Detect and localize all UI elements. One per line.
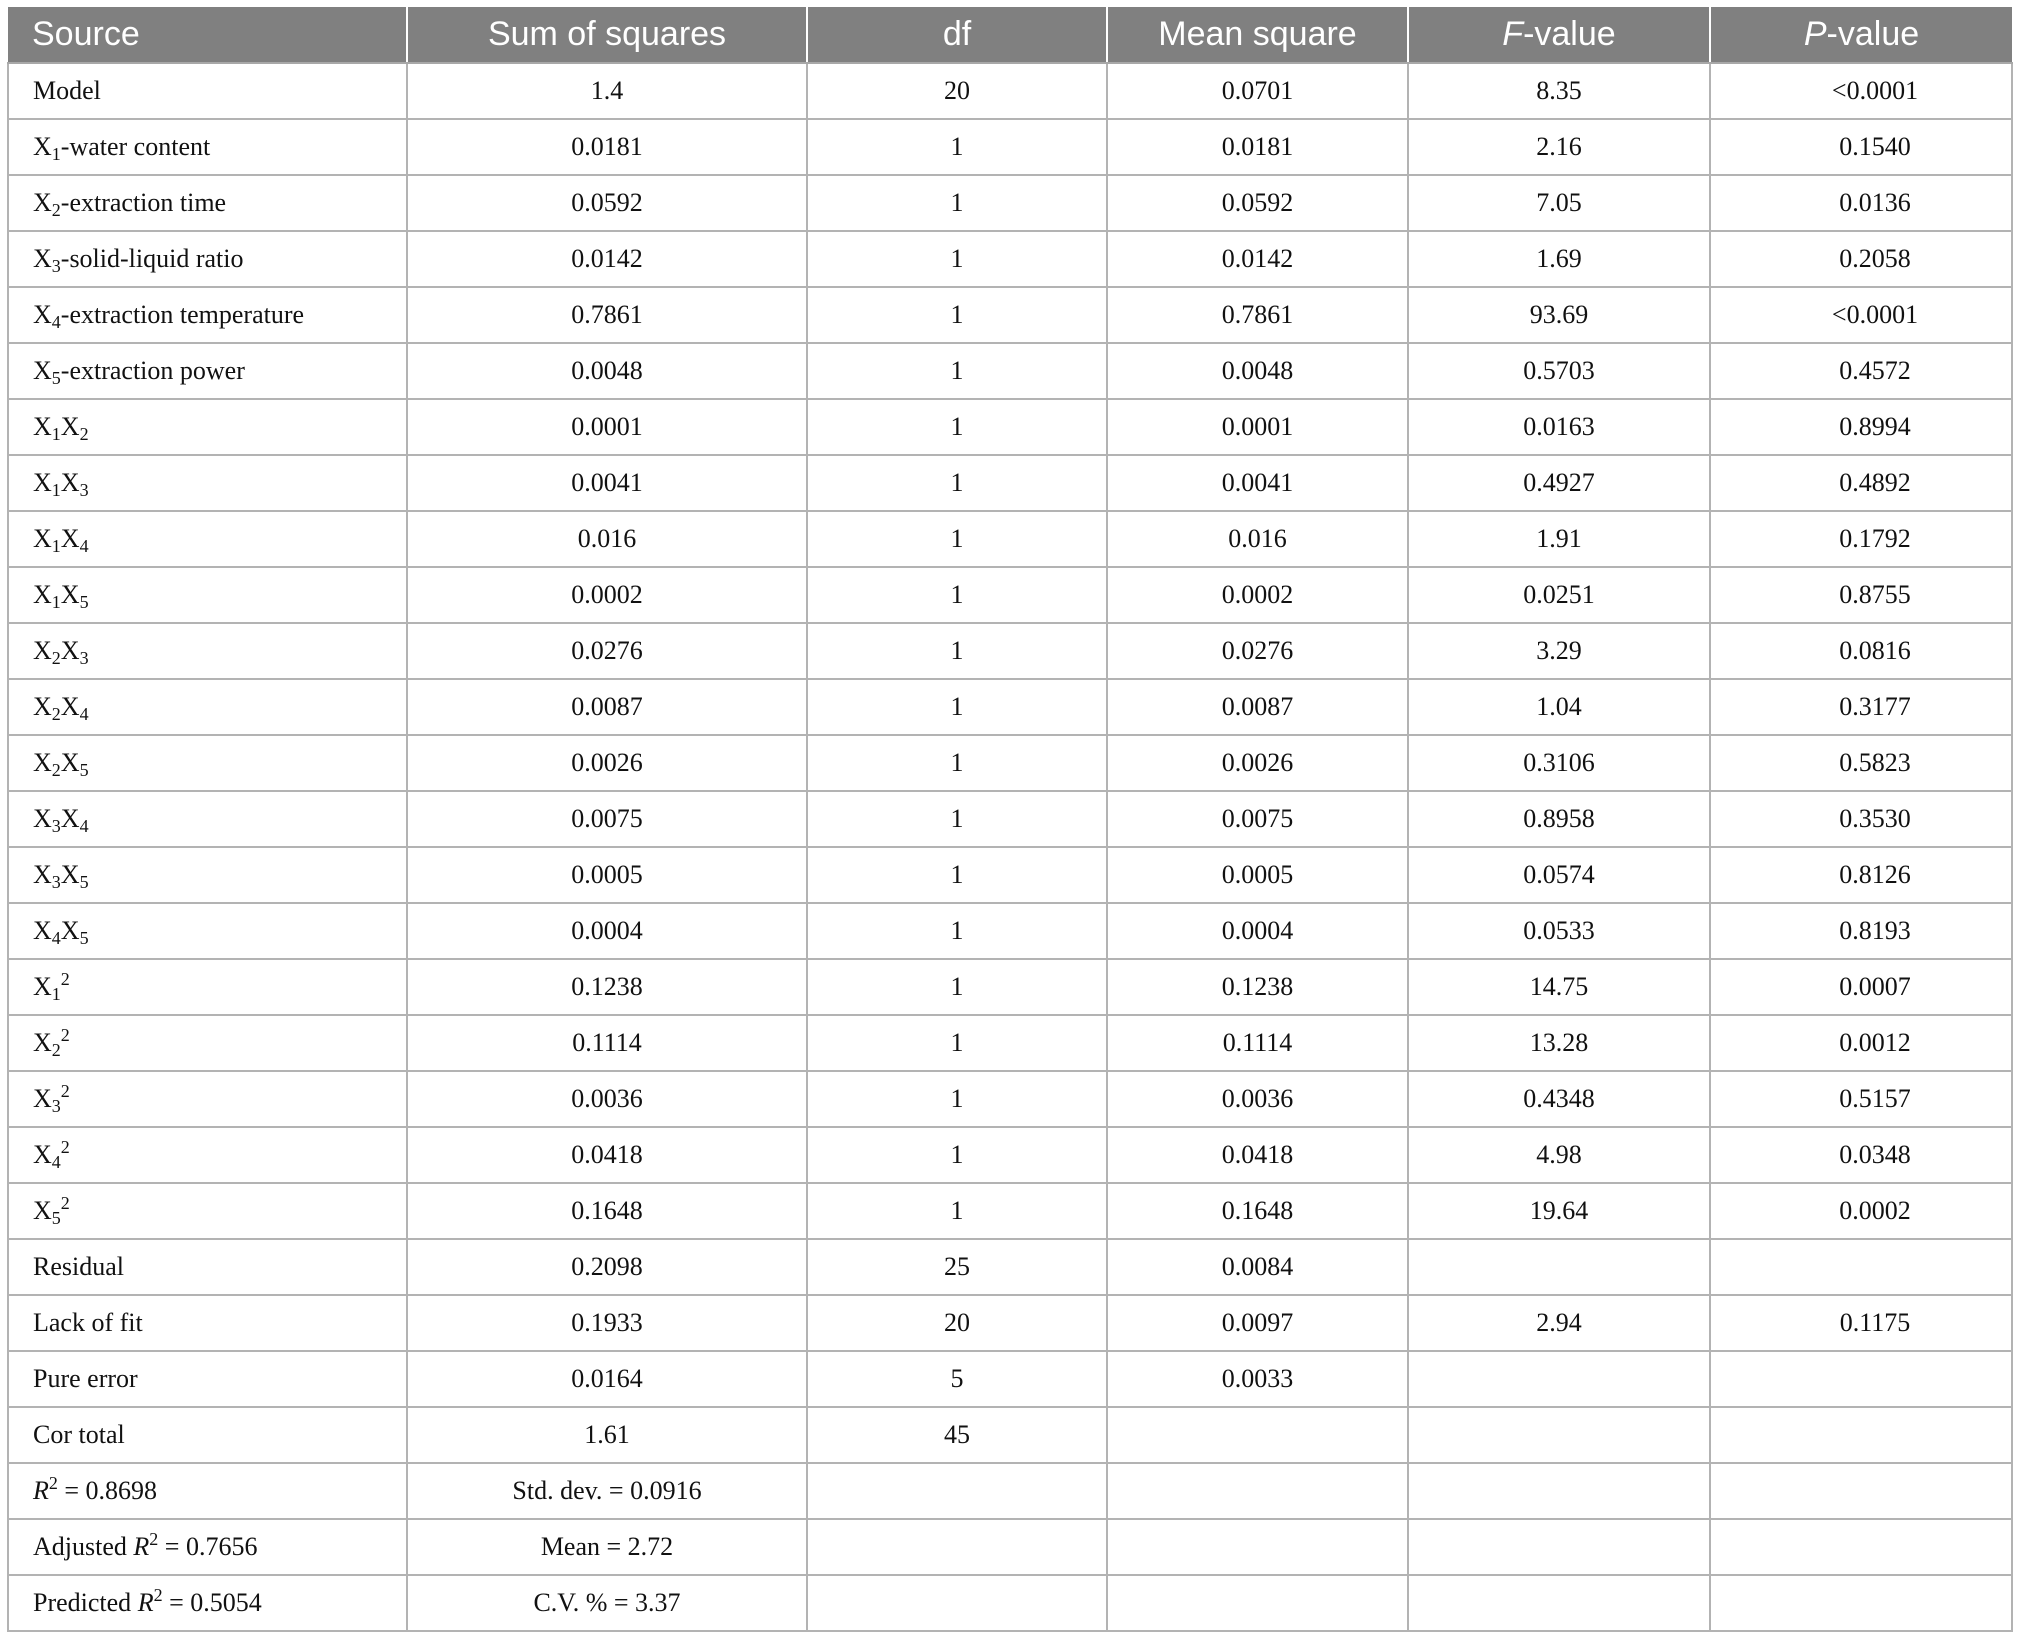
df-cell: 1 [807, 399, 1107, 455]
empty-cell [1710, 1519, 2012, 1575]
source-cell [8, 679, 407, 735]
source-cell [8, 735, 407, 791]
header-f-letter: F [1502, 15, 1524, 53]
sum-of-squares-cell: 1.4 [407, 63, 807, 119]
term-subscript: 5 [79, 872, 89, 892]
source-cell [8, 847, 407, 903]
term-letter: X [33, 692, 52, 721]
sum-of-squares-cell: 0.0002 [407, 567, 807, 623]
r-squared-cell [8, 1519, 407, 1575]
term-letter: X [60, 636, 80, 665]
df-cell: 1 [807, 287, 1107, 343]
header-sum-of-squares: Sum of squares [407, 7, 807, 63]
mean-square-cell: 0.1114 [1107, 1015, 1408, 1071]
p-value-cell: 0.0136 [1710, 175, 2012, 231]
term-letter: X [33, 804, 52, 833]
df-cell: 1 [807, 455, 1107, 511]
mean-square-cell: 0.7861 [1107, 287, 1408, 343]
term-subscript: 5 [51, 1208, 61, 1228]
p-value-cell: 0.3177 [1710, 679, 2012, 735]
mean-square-cell: 0.0276 [1107, 623, 1408, 679]
sum-of-squares-cell: 0.0087 [407, 679, 807, 735]
table-row [8, 1575, 2012, 1631]
table-row [8, 343, 2012, 399]
mean-square-cell: 0.016 [1107, 511, 1408, 567]
mean-square-cell: 0.0041 [1107, 455, 1408, 511]
df-cell: 1 [807, 175, 1107, 231]
r-symbol: R [137, 1588, 154, 1617]
header-p-value [1710, 7, 2012, 63]
fit-statistic-cell: C.V. % = 3.37 [407, 1575, 807, 1631]
term-letter: X [33, 188, 52, 217]
p-value-cell [1710, 1407, 2012, 1463]
mean-square-cell: 0.1648 [1107, 1183, 1408, 1239]
term-letter: X [60, 468, 80, 497]
table-header [8, 7, 2012, 63]
term-subscript: 2 [51, 200, 61, 220]
empty-cell [1107, 1575, 1408, 1631]
term-subscript: 1 [51, 592, 61, 612]
table-row [8, 735, 2012, 791]
empty-cell [807, 1463, 1107, 1519]
term-subscript: 4 [51, 312, 61, 332]
df-cell: 1 [807, 511, 1107, 567]
r-squared-value: = 0.8698 [57, 1476, 158, 1505]
table-row [8, 175, 2012, 231]
term-letter: X [33, 580, 52, 609]
df-cell: 1 [807, 903, 1107, 959]
term-subscript: 5 [79, 760, 89, 780]
term-superscript: 2 [60, 1193, 70, 1213]
empty-cell [1710, 1463, 2012, 1519]
p-value-cell: 0.0002 [1710, 1183, 2012, 1239]
term-superscript: 2 [60, 1025, 70, 1045]
mean-square-cell: 0.1238 [1107, 959, 1408, 1015]
f-value-cell: 8.35 [1408, 63, 1710, 119]
term-subscript: 3 [51, 872, 61, 892]
p-value-cell: 0.1175 [1710, 1295, 2012, 1351]
term-letter: X [33, 1028, 52, 1057]
term-letter: X [33, 1140, 52, 1169]
table-row [8, 1183, 2012, 1239]
f-value-cell: 0.0251 [1408, 567, 1710, 623]
df-cell: 1 [807, 735, 1107, 791]
sum-of-squares-cell: 0.0048 [407, 343, 807, 399]
table-row [8, 567, 2012, 623]
f-value-cell: 0.4927 [1408, 455, 1710, 511]
term-letter: X [33, 636, 52, 665]
f-value-cell: 1.04 [1408, 679, 1710, 735]
df-cell: 1 [807, 791, 1107, 847]
fit-statistic-cell: Mean = 2.72 [407, 1519, 807, 1575]
term-letter: X [33, 412, 52, 441]
term-description: -extraction time [60, 188, 227, 217]
df-cell: 1 [807, 119, 1107, 175]
table-row [8, 679, 2012, 735]
f-value-cell: 4.98 [1408, 1127, 1710, 1183]
term-letter: X [33, 860, 52, 889]
term-letter: X [33, 972, 52, 1001]
r-symbol: R [133, 1532, 150, 1561]
term-description: -solid-liquid ratio [60, 244, 244, 273]
term-letter: X [33, 300, 52, 329]
source-cell [8, 287, 407, 343]
f-value-cell [1408, 1351, 1710, 1407]
p-value-cell: 0.0816 [1710, 623, 2012, 679]
term-letter: X [60, 692, 80, 721]
table-row [8, 63, 2012, 119]
r-symbol: R [33, 1476, 49, 1505]
p-value-cell: 0.8755 [1710, 567, 2012, 623]
term-superscript: 2 [60, 1137, 70, 1157]
r-superscript: 2 [149, 1529, 159, 1549]
source-cell [8, 511, 407, 567]
table-row [8, 231, 2012, 287]
f-value-cell: 0.4348 [1408, 1071, 1710, 1127]
header-row [8, 7, 2012, 63]
mean-square-cell: 0.0181 [1107, 119, 1408, 175]
p-value-cell [1710, 1351, 2012, 1407]
mean-square-cell: 0.0075 [1107, 791, 1408, 847]
sum-of-squares-cell: 0.0026 [407, 735, 807, 791]
mean-square-cell: 0.0592 [1107, 175, 1408, 231]
anova-table [7, 7, 2013, 1632]
r-superscript: 2 [153, 1585, 163, 1605]
empty-cell [1710, 1575, 2012, 1631]
table-row [8, 1463, 2012, 1519]
f-value-cell: 0.8958 [1408, 791, 1710, 847]
header-df: df [807, 7, 1107, 63]
source-cell [8, 1015, 407, 1071]
term-subscript: 1 [51, 536, 61, 556]
term-subscript: 3 [51, 256, 61, 276]
mean-square-cell: 0.0005 [1107, 847, 1408, 903]
table-row [8, 287, 2012, 343]
table-row [8, 1519, 2012, 1575]
mean-square-cell: 0.0004 [1107, 903, 1408, 959]
term-letter: X [60, 524, 80, 553]
term-superscript: 2 [60, 969, 70, 989]
term-description: -extraction temperature [60, 300, 305, 329]
term-subscript: 4 [79, 704, 89, 724]
source-cell [8, 1127, 407, 1183]
df-cell: 1 [807, 1127, 1107, 1183]
df-cell: 5 [807, 1351, 1107, 1407]
sum-of-squares-cell: 0.7861 [407, 287, 807, 343]
header-mean-square: Mean square [1107, 7, 1408, 63]
df-cell: 45 [807, 1407, 1107, 1463]
term-letter: X [33, 468, 52, 497]
r-squared-prefix: Adjusted [33, 1532, 134, 1561]
term-subscript: 4 [79, 816, 89, 836]
empty-cell [1408, 1575, 1710, 1631]
table-row [8, 1015, 2012, 1071]
term-subscript: 4 [51, 1152, 61, 1172]
mean-square-cell [1107, 1407, 1408, 1463]
term-subscript: 2 [51, 704, 61, 724]
r-squared-value: = 0.7656 [158, 1532, 258, 1561]
f-value-cell: 0.5703 [1408, 343, 1710, 399]
mean-square-cell: 0.0418 [1107, 1127, 1408, 1183]
source-cell [8, 343, 407, 399]
table-row [8, 1295, 2012, 1351]
p-value-cell: <0.0001 [1710, 287, 2012, 343]
header-p-letter: P [1803, 15, 1827, 53]
term-subscript: 3 [79, 648, 89, 668]
term-subscript: 2 [51, 1040, 61, 1060]
term-letter: X [33, 916, 52, 945]
table-row [8, 959, 2012, 1015]
term-subscript: 2 [79, 424, 89, 444]
mean-square-cell: 0.0084 [1107, 1239, 1408, 1295]
r-squared-cell [8, 1575, 407, 1631]
p-value-cell: 0.5157 [1710, 1071, 2012, 1127]
source-cell [8, 1183, 407, 1239]
term-subscript: 4 [79, 536, 89, 556]
source-cell: Lack of fit [8, 1295, 407, 1351]
term-letter: X [33, 356, 52, 385]
sum-of-squares-cell: 0.0036 [407, 1071, 807, 1127]
mean-square-cell: 0.0002 [1107, 567, 1408, 623]
f-value-cell: 14.75 [1408, 959, 1710, 1015]
term-letter: X [60, 916, 80, 945]
source-cell [8, 623, 407, 679]
sum-of-squares-cell: 0.0041 [407, 455, 807, 511]
term-letter: X [60, 860, 80, 889]
df-cell: 1 [807, 959, 1107, 1015]
r-squared-value: = 0.5054 [162, 1588, 262, 1617]
df-cell: 1 [807, 679, 1107, 735]
term-subscript: 1 [51, 144, 61, 164]
p-value-cell: 0.0348 [1710, 1127, 2012, 1183]
table-row [8, 119, 2012, 175]
p-value-cell: 0.5823 [1710, 735, 2012, 791]
mean-square-cell: 0.0036 [1107, 1071, 1408, 1127]
p-value-cell: 0.0012 [1710, 1015, 2012, 1071]
term-subscript: 5 [51, 368, 61, 388]
sum-of-squares-cell: 0.0001 [407, 399, 807, 455]
term-subscript: 1 [51, 480, 61, 500]
term-description: -extraction power [60, 356, 245, 385]
header-f-suffix: -value [1523, 15, 1616, 53]
term-superscript: 2 [60, 1081, 70, 1101]
sum-of-squares-cell: 0.1114 [407, 1015, 807, 1071]
term-letter: X [33, 244, 52, 273]
df-cell: 1 [807, 847, 1107, 903]
f-value-cell: 1.69 [1408, 231, 1710, 287]
table-row [8, 791, 2012, 847]
mean-square-cell: 0.0087 [1107, 679, 1408, 735]
sum-of-squares-cell: 0.0592 [407, 175, 807, 231]
r-superscript: 2 [48, 1473, 58, 1493]
f-value-cell: 0.0163 [1408, 399, 1710, 455]
p-value-cell: 0.4892 [1710, 455, 2012, 511]
table-row [8, 1351, 2012, 1407]
source-cell [8, 231, 407, 287]
term-subscript: 3 [79, 480, 89, 500]
source-cell: Pure error [8, 1351, 407, 1407]
source-cell [8, 175, 407, 231]
source-cell [8, 455, 407, 511]
mean-square-cell: 0.0033 [1107, 1351, 1408, 1407]
term-subscript: 5 [79, 592, 89, 612]
r-squared-prefix: Predicted [33, 1588, 138, 1617]
f-value-cell [1408, 1239, 1710, 1295]
f-value-cell: 93.69 [1408, 287, 1710, 343]
df-cell: 1 [807, 343, 1107, 399]
term-subscript: 1 [51, 984, 61, 1004]
empty-cell [807, 1575, 1107, 1631]
table-row [8, 455, 2012, 511]
sum-of-squares-cell: 0.1238 [407, 959, 807, 1015]
table-row [8, 399, 2012, 455]
sum-of-squares-cell: 0.0276 [407, 623, 807, 679]
p-value-cell: 0.1540 [1710, 119, 2012, 175]
term-letter: X [33, 1196, 52, 1225]
anova-table-container [7, 7, 2013, 1632]
df-cell: 1 [807, 1183, 1107, 1239]
table-row [8, 847, 2012, 903]
empty-cell [1408, 1519, 1710, 1575]
sum-of-squares-cell: 0.0005 [407, 847, 807, 903]
sum-of-squares-cell: 0.0142 [407, 231, 807, 287]
df-cell: 20 [807, 1295, 1107, 1351]
term-description: -water content [60, 132, 211, 161]
p-value-cell: 0.1792 [1710, 511, 2012, 567]
sum-of-squares-cell: 0.0181 [407, 119, 807, 175]
sum-of-squares-cell: 0.2098 [407, 1239, 807, 1295]
mean-square-cell: 0.0097 [1107, 1295, 1408, 1351]
sum-of-squares-cell: 0.0418 [407, 1127, 807, 1183]
term-subscript: 3 [51, 1096, 61, 1116]
term-letter: X [60, 412, 80, 441]
table-row [8, 1239, 2012, 1295]
source-cell: Residual [8, 1239, 407, 1295]
f-value-cell: 0.0533 [1408, 903, 1710, 959]
f-value-cell: 2.16 [1408, 119, 1710, 175]
empty-cell [1107, 1519, 1408, 1575]
term-subscript: 1 [51, 424, 61, 444]
table-row [8, 511, 2012, 567]
df-cell: 1 [807, 231, 1107, 287]
sum-of-squares-cell: 0.0164 [407, 1351, 807, 1407]
p-value-cell: 0.8126 [1710, 847, 2012, 903]
empty-cell [1107, 1463, 1408, 1519]
source-cell [8, 959, 407, 1015]
df-cell: 1 [807, 623, 1107, 679]
mean-square-cell: 0.0701 [1107, 63, 1408, 119]
sum-of-squares-cell: 0.016 [407, 511, 807, 567]
f-value-cell: 1.91 [1408, 511, 1710, 567]
header-f-value [1408, 7, 1710, 63]
p-value-cell [1710, 1239, 2012, 1295]
table-row [8, 903, 2012, 959]
header-source: Source [8, 7, 407, 63]
term-letter: X [33, 132, 52, 161]
fit-statistic-cell: Std. dev. = 0.0916 [407, 1463, 807, 1519]
empty-cell [807, 1519, 1107, 1575]
p-value-cell: 0.0007 [1710, 959, 2012, 1015]
table-row [8, 1071, 2012, 1127]
term-subscript: 3 [51, 816, 61, 836]
term-letter: X [33, 748, 52, 777]
source-cell [8, 1071, 407, 1127]
df-cell: 25 [807, 1239, 1107, 1295]
p-value-cell: 0.4572 [1710, 343, 2012, 399]
term-letter: X [60, 748, 80, 777]
f-value-cell [1408, 1407, 1710, 1463]
mean-square-cell: 0.0026 [1107, 735, 1408, 791]
mean-square-cell: 0.0048 [1107, 343, 1408, 399]
table-row [8, 1127, 2012, 1183]
table-row [8, 623, 2012, 679]
f-value-cell: 0.0574 [1408, 847, 1710, 903]
df-cell: 1 [807, 567, 1107, 623]
mean-square-cell: 0.0142 [1107, 231, 1408, 287]
f-value-cell: 3.29 [1408, 623, 1710, 679]
term-subscript: 4 [51, 928, 61, 948]
term-letter: X [33, 1084, 52, 1113]
mean-square-cell: 0.0001 [1107, 399, 1408, 455]
source-cell [8, 119, 407, 175]
p-value-cell: 0.3530 [1710, 791, 2012, 847]
source-cell: Cor total [8, 1407, 407, 1463]
header-p-suffix: -value [1826, 15, 1920, 53]
sum-of-squares-cell: 0.1933 [407, 1295, 807, 1351]
sum-of-squares-cell: 1.61 [407, 1407, 807, 1463]
sum-of-squares-cell: 0.0004 [407, 903, 807, 959]
f-value-cell: 13.28 [1408, 1015, 1710, 1071]
source-cell [8, 791, 407, 847]
f-value-cell: 7.05 [1408, 175, 1710, 231]
sum-of-squares-cell: 0.1648 [407, 1183, 807, 1239]
df-cell: 1 [807, 1015, 1107, 1071]
f-value-cell: 2.94 [1408, 1295, 1710, 1351]
source-cell [8, 903, 407, 959]
p-value-cell: 0.8193 [1710, 903, 2012, 959]
source-cell [8, 399, 407, 455]
p-value-cell: 0.2058 [1710, 231, 2012, 287]
df-cell: 1 [807, 1071, 1107, 1127]
sum-of-squares-cell: 0.0075 [407, 791, 807, 847]
df-cell: 20 [807, 63, 1107, 119]
term-subscript: 2 [51, 648, 61, 668]
empty-cell [1408, 1463, 1710, 1519]
term-subscript: 5 [79, 928, 89, 948]
table-row [8, 1407, 2012, 1463]
table-body [8, 63, 2012, 1631]
source-cell: Model [8, 63, 407, 119]
source-cell [8, 567, 407, 623]
f-value-cell: 19.64 [1408, 1183, 1710, 1239]
r-squared-cell [8, 1463, 407, 1519]
p-value-cell: 0.8994 [1710, 399, 2012, 455]
p-value-cell: <0.0001 [1710, 63, 2012, 119]
f-value-cell: 0.3106 [1408, 735, 1710, 791]
term-subscript: 2 [51, 760, 61, 780]
term-letter: X [60, 580, 80, 609]
term-letter: X [33, 524, 52, 553]
term-letter: X [60, 804, 80, 833]
